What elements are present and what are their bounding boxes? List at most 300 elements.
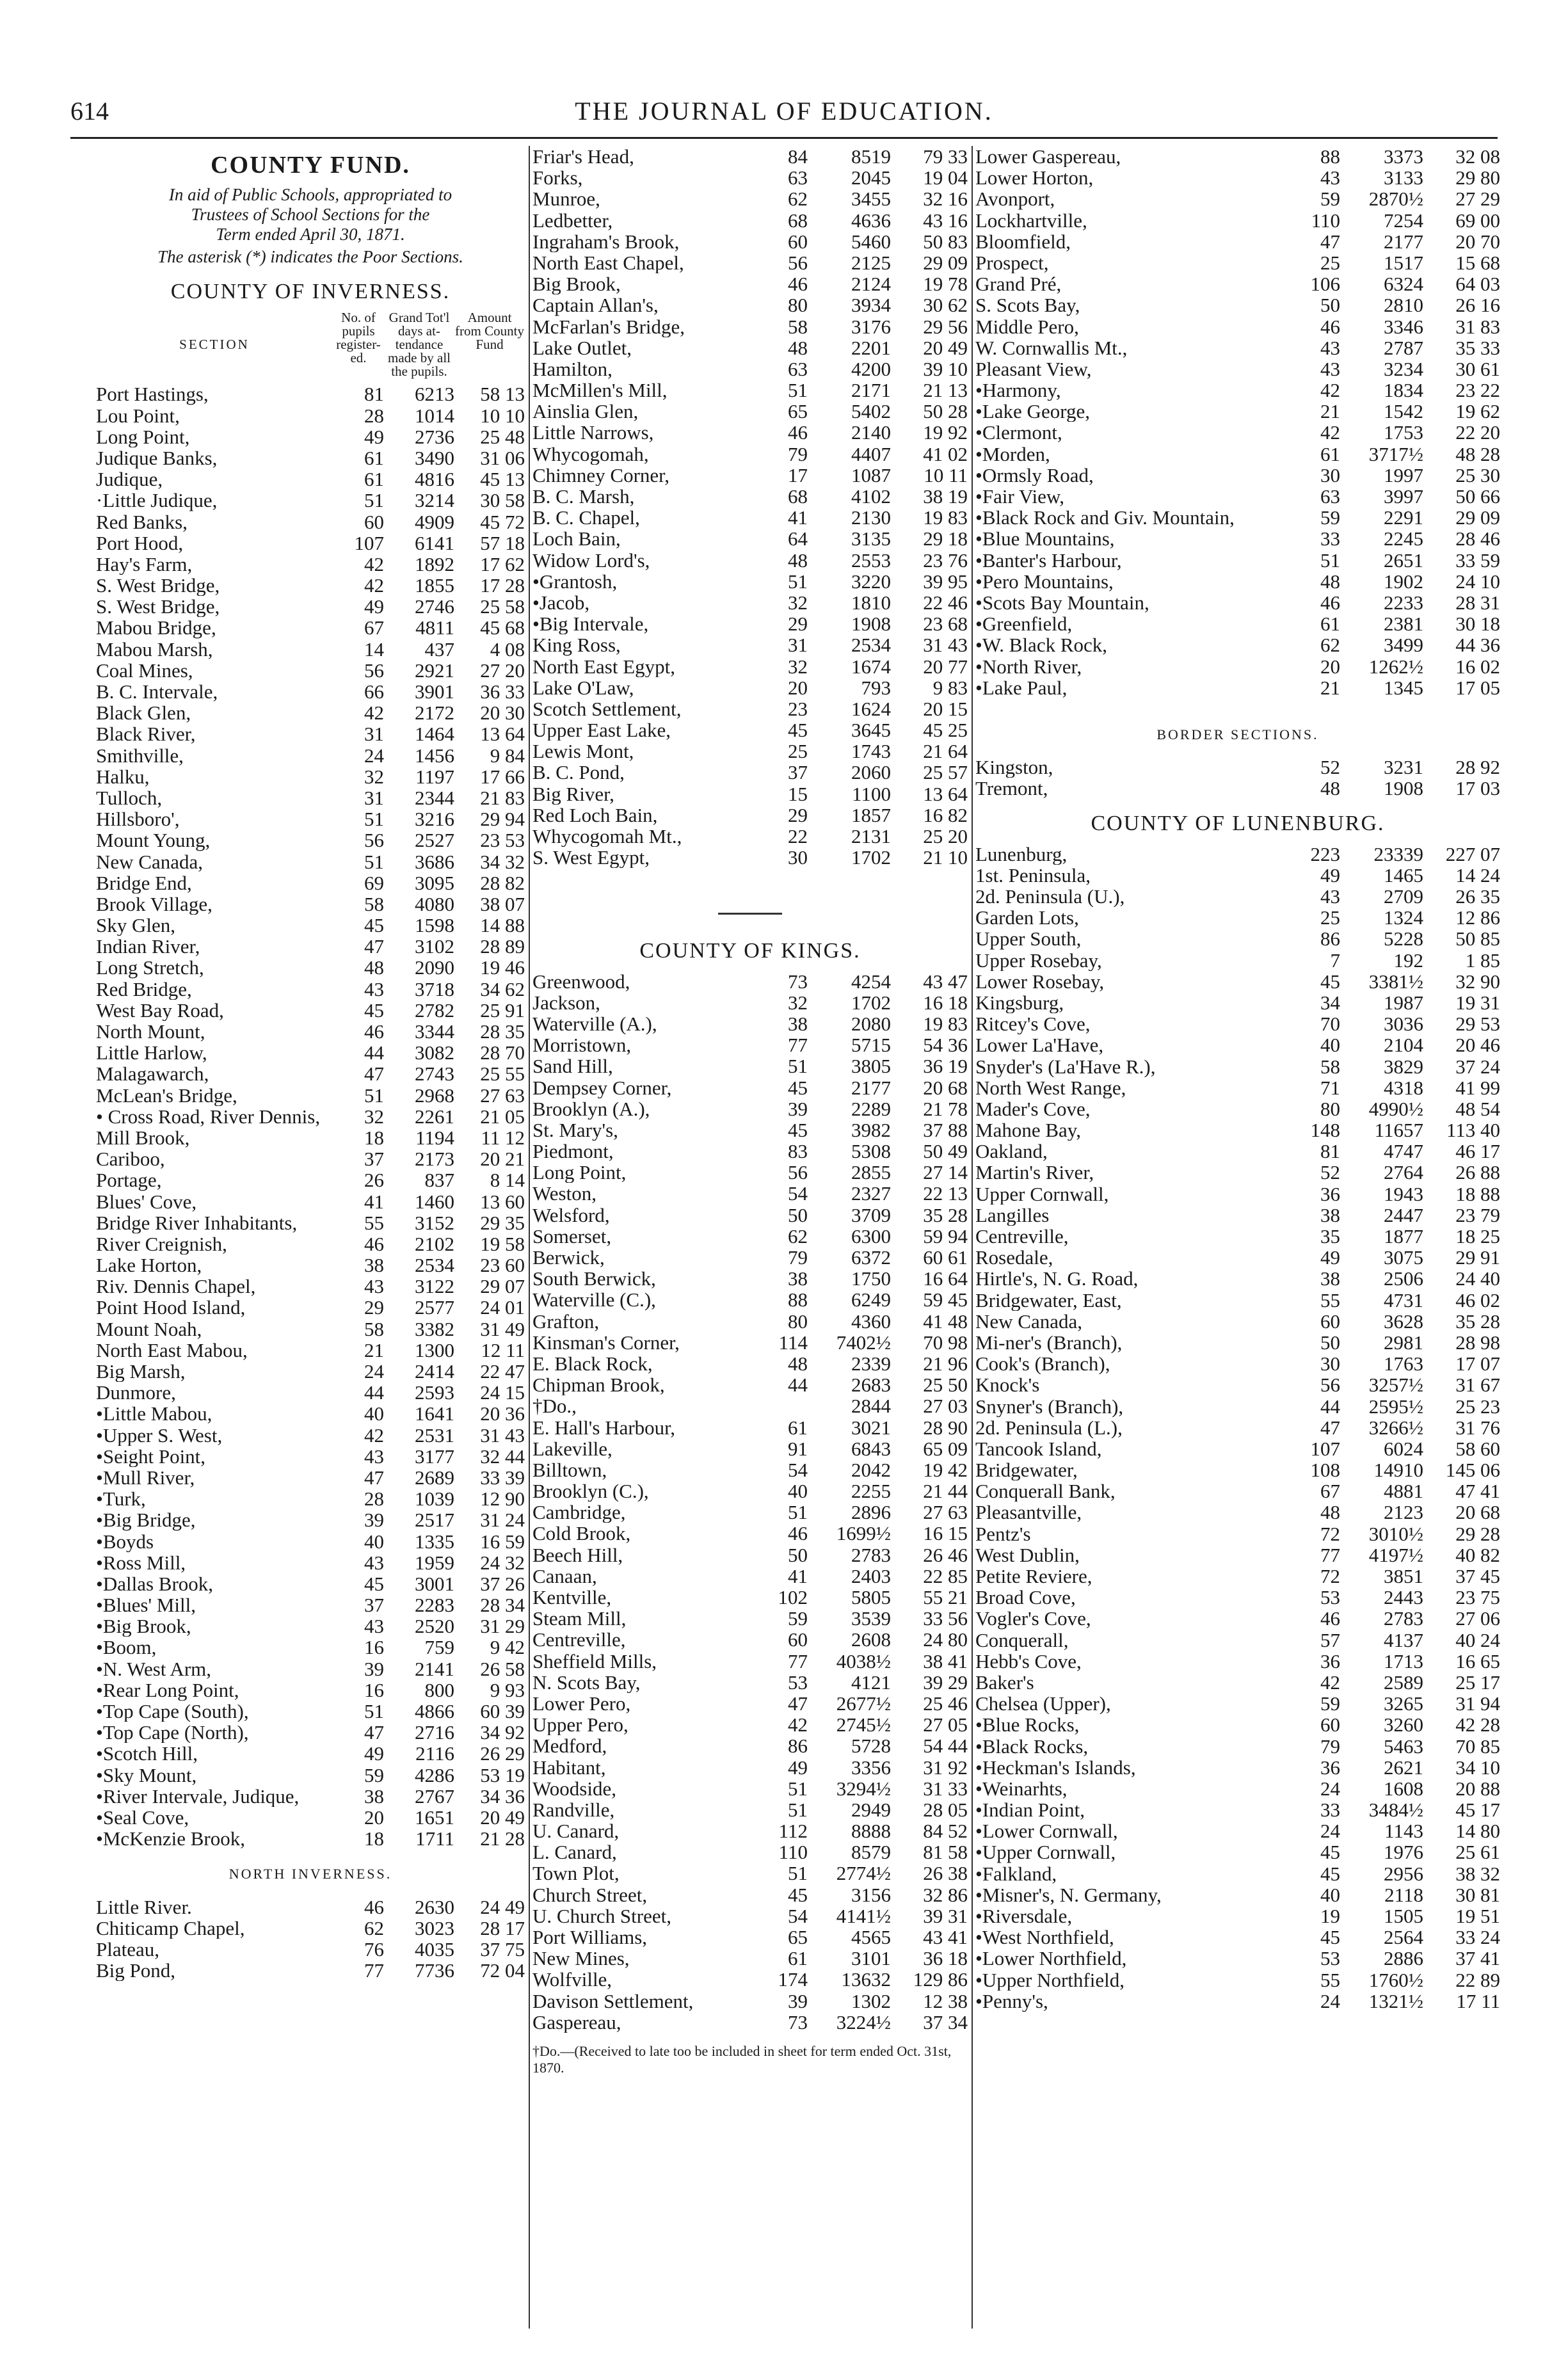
amount-value: 42 28 [1455, 1713, 1500, 1736]
section-name: Avonport, [975, 188, 1055, 210]
amount-value: 20 46 [1455, 1034, 1500, 1057]
section-name: Red Bridge, [96, 978, 192, 1000]
days-value: 2255 [851, 1480, 891, 1503]
pupils-value: 86 [788, 1735, 808, 1758]
section-name: •Boom, [96, 1637, 157, 1658]
section-name: Dempsey Corner, [532, 1077, 672, 1098]
pupils-value: 32 [364, 765, 384, 788]
section-name: Tancook Island, [975, 1438, 1102, 1460]
table-row [975, 1268, 1500, 1289]
days-value: 2553 [851, 549, 891, 572]
amount-value: 27 06 [1455, 1607, 1500, 1630]
table-row [532, 231, 968, 252]
section-name: Steam Mill, [532, 1608, 627, 1630]
table-row [96, 1340, 525, 1361]
days-value: 8519 [851, 145, 891, 168]
section-name: •McKenzie Brook, [96, 1828, 245, 1850]
days-value: 7736 [415, 1959, 454, 1982]
days-value: 4318 [1384, 1076, 1423, 1099]
section-name: Billtown, [532, 1459, 607, 1481]
pupils-value: 88 [788, 1288, 808, 1311]
days-value: 3216 [415, 808, 454, 831]
table-row [96, 1531, 525, 1552]
table-row [975, 1205, 1500, 1226]
amount-value: 26 38 [923, 1862, 968, 1885]
table-row [96, 1233, 525, 1255]
section-name: North West Range, [975, 1077, 1126, 1098]
pupils-value: 51 [364, 808, 384, 831]
pupils-value: 51 [364, 850, 384, 873]
amount-value: 24 01 [480, 1296, 525, 1319]
pupils-value: 24 [1320, 1777, 1340, 1800]
days-value: 4747 [1384, 1140, 1423, 1163]
section-name: King Ross, [532, 634, 621, 656]
pupils-value: 60 [788, 230, 808, 253]
section-name: Mahone Bay, [975, 1119, 1082, 1141]
table-row [96, 1488, 525, 1509]
table-row [975, 865, 1500, 886]
amount-value: 12 90 [480, 1487, 525, 1511]
amount-value: 21 83 [480, 786, 525, 809]
section-name: Greenwood, [532, 970, 630, 992]
pupils-value: 112 [778, 1820, 808, 1843]
pupils-value: 25 [788, 740, 808, 763]
days-value: 1902 [1384, 570, 1423, 593]
table-row [532, 1417, 968, 1438]
pupils-value: 26 [364, 1169, 384, 1192]
table-row [96, 1722, 525, 1743]
pupils-value: 21 [364, 1338, 384, 1361]
pupils-value: 53 [1320, 1586, 1340, 1609]
section-name: •Grantosh, [532, 570, 618, 592]
days-value: 2689 [415, 1466, 454, 1489]
pupils-value: 59 [364, 1763, 384, 1786]
amount-value: 25 55 [480, 1062, 525, 1086]
column-headers [96, 311, 525, 378]
days-value: 5715 [851, 1034, 891, 1057]
pupils-value: 29 [788, 613, 808, 636]
amount-value: 28 92 [1455, 756, 1500, 779]
amount-value: 46 02 [1455, 1288, 1500, 1311]
days-value: 3805 [851, 1055, 891, 1078]
days-value: 1699½ [836, 1522, 891, 1545]
pupils-value: 47 [1320, 230, 1340, 253]
table-row [532, 1205, 968, 1226]
page-number: 614 [70, 97, 109, 125]
pupils-value: 51 [788, 1501, 808, 1524]
amount-value: 21 28 [480, 1827, 525, 1850]
days-value: 793 [861, 676, 891, 699]
table-row [96, 1403, 525, 1424]
pupils-value: 51 [788, 1055, 808, 1078]
days-value: 2201 [851, 336, 891, 359]
section-name: Kinsman's Corner, [532, 1331, 680, 1353]
pupils-value: 66 [364, 680, 384, 703]
pupils-value: 43 [1320, 357, 1340, 380]
amount-value: 21 96 [923, 1352, 968, 1375]
days-value: 2589 [1384, 1671, 1423, 1694]
days-value: 3539 [851, 1607, 891, 1630]
pupils-value: 42 [788, 1713, 808, 1736]
amount-value: 25 50 [923, 1374, 968, 1397]
table-row [975, 1523, 1500, 1544]
amount-value: 19 51 [1455, 1905, 1500, 1928]
pupils-value: 48 [1320, 1501, 1340, 1524]
pupils-value: 60 [1320, 1310, 1340, 1333]
amount-value: 17 05 [1455, 676, 1500, 699]
pupils-value: 45 [788, 1118, 808, 1141]
days-value: 6843 [851, 1437, 891, 1460]
days-value: 2080 [851, 1012, 891, 1035]
days-value: 4731 [1384, 1288, 1423, 1311]
table-row [975, 1162, 1500, 1183]
table-row [96, 1786, 525, 1807]
section-name: North East Mabou, [96, 1339, 248, 1361]
days-value: 3901 [415, 680, 454, 703]
table-row [96, 1658, 525, 1680]
amount-value: 9 93 [490, 1678, 525, 1701]
table-row [96, 660, 525, 681]
pupils-value: 43 [1320, 166, 1340, 189]
days-value: 2844 [851, 1395, 891, 1418]
section-name: Friar's Head, [532, 146, 634, 168]
pupils-value: 44 [788, 1374, 808, 1397]
pupils-value: 61 [1320, 442, 1340, 465]
pupils-value: 50 [1320, 294, 1340, 317]
section-name: •Penny's, [975, 1990, 1048, 2012]
days-value: 2956 [1384, 1862, 1423, 1885]
days-value: 2283 [415, 1594, 454, 1617]
amount-value: 12 86 [1455, 906, 1500, 929]
days-value: 5460 [851, 230, 891, 253]
amount-value: 41 99 [1455, 1076, 1500, 1099]
days-value: 2782 [415, 998, 454, 1022]
pupils-value: 61 [364, 468, 384, 491]
table-row [532, 1651, 968, 1672]
amount-value: 26 46 [923, 1543, 968, 1566]
section-name: •Greenfield, [975, 613, 1073, 635]
amount-value: 9 42 [490, 1636, 525, 1659]
amount-value: 37 34 [923, 2010, 968, 2033]
amount-value: 14 88 [480, 914, 525, 937]
table-row [975, 613, 1500, 634]
table-row [532, 783, 968, 805]
days-value: 2045 [851, 166, 891, 189]
days-value: 6249 [851, 1288, 891, 1311]
table-row [532, 971, 968, 992]
amount-value: 45 13 [480, 468, 525, 491]
amount-value: 19 62 [1455, 400, 1500, 423]
pupils-value: 38 [1320, 1203, 1340, 1226]
pupils-value: 54 [788, 1182, 808, 1205]
table-row [96, 915, 525, 936]
table-row [96, 1807, 525, 1828]
days-value: 1197 [415, 765, 454, 788]
amount-value: 50 66 [1455, 485, 1500, 508]
section-name: Dunmore, [96, 1382, 176, 1404]
table-row [975, 273, 1500, 294]
table-row [96, 957, 525, 978]
pupils-value: 25 [1320, 906, 1340, 929]
section-name: Conquerall, [975, 1629, 1069, 1651]
table-row [975, 1247, 1500, 1268]
pupils-value: 43 [364, 1615, 384, 1638]
days-value: 8888 [851, 1820, 891, 1843]
table-row [532, 762, 968, 783]
amount-value: 36 33 [480, 680, 525, 703]
section-name: Upper Cornwall, [975, 1183, 1109, 1205]
section-name: Lakeville, [532, 1438, 612, 1459]
pupils-value: 79 [1320, 1735, 1340, 1758]
section-name: Malagawarch, [96, 1063, 209, 1085]
amount-value: 45 68 [480, 616, 525, 639]
amount-value: 22 47 [480, 1360, 525, 1383]
section-name: •Upper S. West, [96, 1424, 223, 1446]
days-value: 2443 [1384, 1586, 1423, 1609]
table-row [96, 1425, 525, 1446]
table-row [96, 1361, 525, 1382]
section-name: Big River, [532, 783, 614, 805]
table-row [96, 702, 525, 723]
days-value: 3260 [1384, 1713, 1423, 1736]
pupils-value: 20 [364, 1806, 384, 1829]
section-name: North East Egypt, [532, 655, 675, 677]
amount-value: 11 12 [481, 1126, 525, 1149]
pupils-value: 50 [788, 1203, 808, 1226]
pupils-value: 22 [788, 825, 808, 847]
pupils-value: 41 [788, 506, 808, 529]
section-name: •Lower Northfield, [975, 1948, 1127, 1969]
table-row [532, 1098, 968, 1119]
pupils-value: 62 [788, 1224, 808, 1247]
table-row [532, 486, 968, 507]
pupils-value: 37 [364, 1594, 384, 1617]
section-name: Whycogomah Mt., [532, 826, 682, 847]
days-value: 1743 [851, 740, 891, 763]
table-row [96, 1446, 525, 1467]
amount-value: 43 16 [923, 209, 968, 232]
table-row [96, 1042, 525, 1063]
amount-value: 47 41 [1455, 1480, 1500, 1503]
amount-value: 37 41 [1455, 1947, 1500, 1970]
section-name: Weston, [532, 1183, 596, 1205]
amount-value: 72 04 [480, 1959, 525, 1982]
amount-value: 28 90 [923, 1416, 968, 1439]
days-value: 4286 [415, 1763, 454, 1786]
section-name: •Weinarhts, [975, 1777, 1068, 1800]
pupils-value: 62 [364, 1916, 384, 1939]
section-name: B. C. Pond, [532, 762, 625, 783]
pupils-value: 44 [1320, 1395, 1340, 1418]
days-value: 4038½ [836, 1649, 891, 1672]
days-value: 1892 [415, 552, 454, 575]
table-row [532, 592, 968, 613]
days-value: 1302 [851, 1989, 891, 2012]
amount-value: 17 11 [1456, 1989, 1500, 2012]
section-name: Lower Horton, [975, 167, 1094, 189]
days-value: 6213 [415, 383, 454, 406]
pupils-value: 32 [364, 1105, 384, 1128]
amount-value: 23 76 [923, 549, 968, 572]
pupils-value: 49 [788, 1756, 808, 1779]
table-row [532, 294, 968, 316]
section-name: •Banter's Harbour, [975, 549, 1122, 571]
days-value: 4102 [851, 485, 891, 508]
amount-value: 17 03 [1455, 777, 1500, 800]
pupils-value: 40 [364, 1402, 384, 1425]
days-value: 3718 [415, 977, 454, 1000]
days-value: 2177 [1384, 230, 1423, 253]
pupils-value: 107 [354, 531, 384, 554]
section-name: Gaspereau, [532, 2011, 621, 2033]
pupils-value: 88 [1320, 145, 1340, 168]
table-row [532, 1991, 968, 2012]
days-value: 2743 [415, 1062, 454, 1086]
table-row [532, 1459, 968, 1480]
section-name: Forks, [532, 167, 583, 189]
days-value: 4565 [851, 1926, 891, 1949]
section-name: Middle Pero, [975, 316, 1079, 337]
days-value: 2130 [851, 506, 891, 529]
amount-value: 25 48 [480, 425, 525, 448]
table-row [975, 1905, 1500, 1927]
amount-value: 28 35 [480, 1020, 525, 1043]
amount-value: 14 80 [1455, 1820, 1500, 1843]
amount-value: 20 70 [1455, 230, 1500, 253]
section-name: Knock's [975, 1374, 1040, 1396]
amount-value: 19 92 [923, 421, 968, 444]
days-value: 4407 [851, 442, 891, 465]
days-value: 3934 [851, 294, 891, 317]
section-name: •Dallas Brook, [96, 1573, 214, 1595]
days-value: 1321½ [1368, 1989, 1423, 2012]
amount-value: 25 57 [923, 761, 968, 784]
amount-value: 23 79 [1455, 1203, 1500, 1226]
section-name: Little Narrows, [532, 422, 654, 444]
days-value: 3982 [851, 1118, 891, 1141]
amount-value: 129 86 [913, 1968, 968, 1991]
table-row [532, 1438, 968, 1459]
pupils-value: 46 [364, 1895, 384, 1918]
section-name: •Sky Mount, [96, 1764, 197, 1786]
amount-value: 28 98 [1455, 1331, 1500, 1354]
section-name: Judique, [96, 469, 163, 490]
table-row [975, 886, 1500, 907]
table-row [532, 380, 968, 401]
table-row [975, 907, 1500, 928]
pupils-value: 47 [788, 1692, 808, 1715]
pupils-value: 223 [1310, 842, 1340, 865]
pupils-value: 32 [788, 655, 808, 678]
pupils-value: 39 [364, 1657, 384, 1680]
amount-value: 14 24 [1455, 863, 1500, 886]
pupils-value: 32 [788, 991, 808, 1014]
section-name: Oakland, [975, 1141, 1048, 1162]
pupils-value: 20 [1320, 655, 1340, 678]
pupils-value: 51 [788, 1777, 808, 1800]
days-value: 2506 [1384, 1267, 1423, 1290]
amount-value: 20 21 [480, 1148, 525, 1171]
pupils-value: 52 [1320, 1161, 1340, 1184]
section-name: Wolfville, [532, 1969, 612, 1991]
section-name: South Berwick, [532, 1268, 656, 1290]
section-name: Chimney Corner, [532, 464, 670, 486]
pupils-value: 51 [364, 1700, 384, 1723]
table-row [532, 1799, 968, 1820]
amount-value: 29 28 [1455, 1522, 1500, 1545]
amount-value: 33 24 [1455, 1926, 1500, 1949]
section-name: •Big Brook, [96, 1615, 191, 1637]
amount-value: 37 75 [480, 1937, 525, 1960]
table-row [975, 231, 1500, 252]
pupils-value: 37 [788, 761, 808, 784]
table-row [532, 1013, 968, 1034]
section-name: Lower Rosebay, [975, 970, 1105, 992]
days-value: 2921 [415, 659, 454, 682]
section-name: St. Mary's, [532, 1119, 618, 1141]
table-row [96, 1127, 525, 1148]
column-divider [529, 146, 530, 2329]
section-name: •Indian Point, [975, 1799, 1085, 1821]
section-name: S. West Bridge, [96, 596, 220, 618]
section-name: Riv. Dennis Chapel, [96, 1276, 256, 1297]
pupils-value: 46 [364, 1232, 384, 1255]
amount-value: 48 54 [1455, 1097, 1500, 1120]
amount-value: 37 26 [480, 1572, 525, 1595]
section-name: Upper Rosebay, [975, 949, 1102, 971]
amount-value: 37 88 [923, 1118, 968, 1141]
days-value: 2171 [851, 379, 891, 402]
days-value: 2104 [1384, 1034, 1423, 1057]
days-value: 4080 [415, 892, 454, 915]
days-value: 3010½ [1368, 1522, 1423, 1545]
table-row [975, 1630, 1500, 1651]
pupils-value: 45 [364, 1572, 384, 1595]
amount-value: 10 10 [480, 404, 525, 427]
amount-value: 32 08 [1455, 145, 1500, 168]
days-value: 1834 [1384, 379, 1423, 402]
pupils-value: 45 [1320, 1862, 1340, 1885]
pupils-value: 31 [364, 723, 384, 746]
table-row [532, 1608, 968, 1629]
table-row [532, 252, 968, 273]
pupils-value: 68 [788, 209, 808, 232]
pupils-value: 51 [1320, 549, 1340, 572]
table-row [532, 1353, 968, 1374]
section-name: Petite Reviere, [975, 1566, 1092, 1587]
days-value: 3851 [1384, 1565, 1423, 1588]
amount-value: 70 98 [923, 1331, 968, 1354]
table-row [96, 1918, 525, 1939]
amount-value: 31 24 [480, 1509, 525, 1532]
table-row [96, 1191, 525, 1212]
table-row [96, 1319, 525, 1340]
table-row [975, 465, 1500, 486]
section-name: Munroe, [532, 188, 600, 210]
days-value: 4137 [1384, 1628, 1423, 1651]
table-row [975, 1948, 1500, 1969]
pupils-value: 59 [1320, 1692, 1340, 1715]
pupils-value: 65 [788, 1926, 808, 1949]
section-name: Centreville, [532, 1629, 626, 1651]
table-row [532, 1884, 968, 1905]
section-name: Centreville, [975, 1226, 1069, 1247]
days-value: 3709 [851, 1203, 891, 1226]
amount-value: 29 56 [923, 315, 968, 338]
amount-value: 28 34 [480, 1594, 525, 1617]
pupils-value: 42 [364, 1423, 384, 1447]
header-amount: Amount from County Fund [455, 310, 524, 353]
